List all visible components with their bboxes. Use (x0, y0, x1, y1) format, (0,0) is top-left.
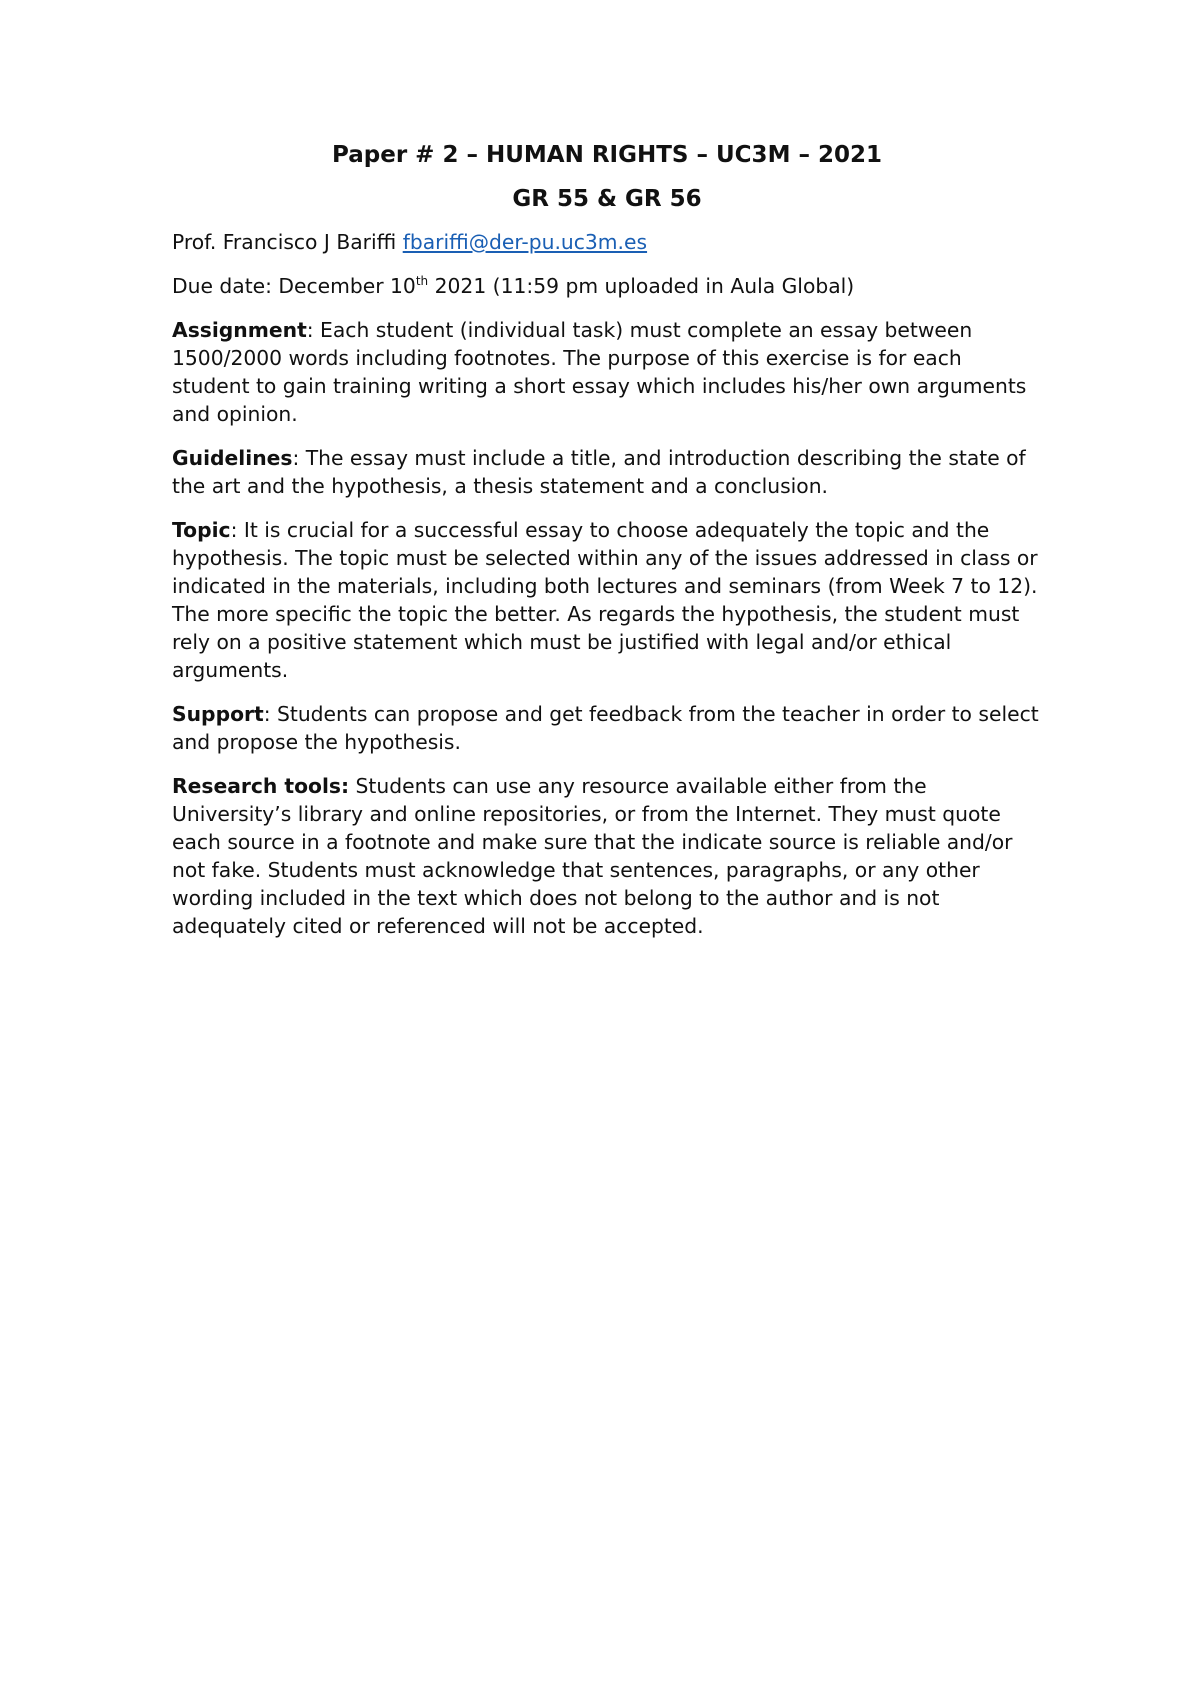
section-assignment (172, 316, 1042, 428)
section-label: Topic (172, 518, 231, 542)
section-topic (172, 516, 1042, 684)
section-text: : Each student (individual task) must complete an essay between 1500/2000 words including footnotes. The purpose of this exercise is for each student to gain training writing a short essay which includes his/her own arguments and opinion. (172, 318, 1027, 426)
document-page (172, 140, 1042, 956)
document-subtitle: GR 55 & GR 56 (512, 186, 702, 212)
professor-line (172, 228, 1042, 256)
due-date-suffix: 2021 (11:59 pm uploaded in Aula Global) (428, 274, 855, 298)
section-label: Research tools: (172, 774, 350, 798)
section-text: : The essay must include a title, and introduction describing the state of the art and the hypothesis, a thesis statement and a conclusion. (172, 446, 1026, 498)
due-date-ordinal: th (415, 274, 429, 288)
due-date-line (172, 272, 1042, 300)
professor-email-link[interactable]: fbariffi@der-pu.uc3m.es (402, 230, 648, 254)
section-label: Guidelines (172, 446, 293, 470)
due-date-prefix: Due date: December 10 (172, 274, 416, 298)
section-support (172, 700, 1042, 756)
section-label: Assignment (172, 318, 307, 342)
document-title: Paper # 2 – HUMAN RIGHTS – UC3M – 2021 (332, 142, 882, 168)
section-label: Support (172, 702, 264, 726)
section-text: : It is crucial for a successful essay to choose adequately the topic and the hypothesis. The topic must be selected within any of the issues addressed in class or indicated in the materials, including both lectures and seminars (from Week 7 to 12). The more specific the topic the better. As regards the hypothesis, the student must rely on a positive statement which must be justified with legal and/or ethical arguments. (172, 518, 1038, 682)
section-text: Students can use any resource available either from the University’s library and online repositories, or from the Internet. They must quote each source in a footnote and make sure that the indicate source is reliable and/or not fake. Students must acknowledge that sentences, paragraphs, or any other wording included in the text which does not belong to the author and is not adequately cited or referenced will not be accepted. (172, 774, 1013, 938)
professor-name: Prof. Francisco J Bariffi (172, 230, 403, 254)
section-text: : Students can propose and get feedback from the teacher in order to select and propose the hypothesis. (172, 702, 1039, 754)
section-research-tools (172, 772, 1042, 940)
section-guidelines (172, 444, 1042, 500)
